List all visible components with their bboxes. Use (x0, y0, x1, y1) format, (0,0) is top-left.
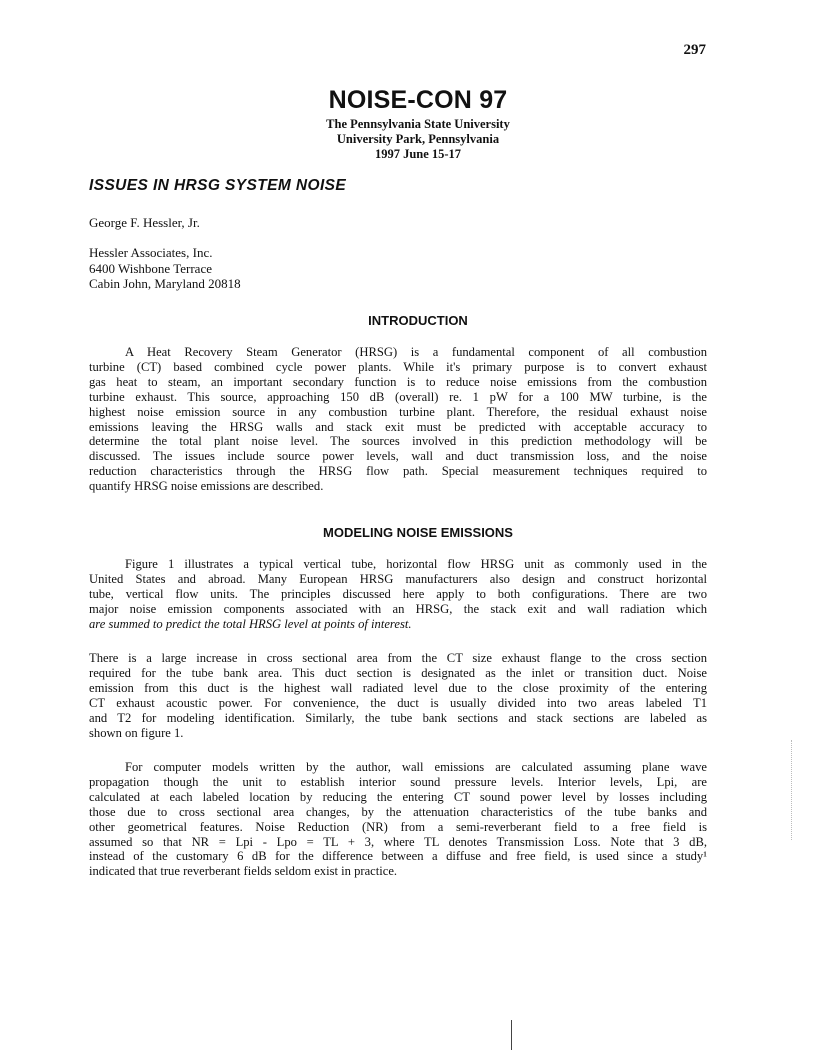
text-line: and T2 for modeling identification. Similarly, the tube bank sections and stack sections are labeled as (89, 710, 707, 725)
modeling-paragraph-2 (89, 651, 707, 740)
text-line: calculated at each labeled location by reducing the entering CT sound power level by losses including (89, 789, 707, 804)
modeling-paragraph-1 (89, 557, 707, 632)
text-line: turbine exhaust. This source, approaching 150 dB (overall) re. 1 pW for a 100 MW turbine, is the (89, 389, 707, 404)
author-name: George F. Hessler, Jr. (89, 215, 200, 230)
text-line: Figure 1 illustrates a typical vertical tube, horizontal flow HRSG unit as commonly used in the (125, 557, 707, 571)
affiliation-line: 6400 Wishbone Terrace (89, 260, 212, 276)
affiliation-line: Hessler Associates, Inc. (89, 245, 213, 260)
text-line: emission from this duct is the highest wall radiated level due to the close proximity of the entering (89, 680, 707, 695)
author-affiliation (89, 245, 241, 292)
text-line: gas heat to steam, an important secondary function is to reduce noise emissions from the combustion (89, 374, 707, 389)
conference-title: NOISE-CON 97 (328, 86, 508, 114)
text-line: indicated that true reverberant fields seldom exist in practice. (89, 864, 398, 879)
text-line: are summed to predict the total HRSG level at points of interest. (89, 616, 412, 631)
text-line: turbine (CT) based combined cycle power plants. While it's primary purpose is to convert exhaust (89, 359, 707, 374)
text-line: required for the tube bank area. This duct section is designated as the inlet or transition duct. Noise (89, 665, 707, 680)
text-line: emissions leaving the HRSG walls and stack exit must be predicted with acceptable accuracy to (89, 419, 707, 434)
text-line: reduction characteristics through the HRSG flow path. Special measurement techniques required to (89, 464, 707, 479)
text-line: propagation though the unit to establish interior sound pressure levels. Interior levels, Lpi, are (89, 774, 707, 789)
section-heading-introduction: INTRODUCTION (368, 313, 468, 328)
text-line: United States and abroad. Many European HRSG manufacturers also design and construct horizontal (89, 571, 707, 586)
text-line: For computer models written by the author, wall emissions are calculated assuming plane wave (125, 760, 707, 774)
text-line: tube, vertical flow units. The principles discussed here apply to both configurations. There are two (89, 586, 707, 601)
section-heading-modeling: MODELING NOISE EMISSIONS (323, 525, 513, 540)
conference-location: University Park, Pennsylvania (336, 132, 500, 146)
text-line: other geometrical features. Noise Reduction (NR) from a semi-reverberant field to a free field is (89, 819, 707, 834)
introduction-paragraph (89, 345, 707, 494)
text-line: instead of the customary 6 dB for the difference between a diffuse and free field, is used since a study¹ (89, 849, 707, 864)
text-line: those due to cross sectional area changes, by the attenuation characteristics of the tube banks and (89, 804, 707, 819)
text-line: shown on figure 1. (89, 725, 184, 740)
text-line: assumed so that NR = Lpi - Lpo = TL + 3, where TL denotes Transmission Loss. Note that 3 dB, (89, 834, 707, 849)
modeling-paragraph-3 (89, 760, 707, 879)
text-line: highest noise emission source in any combustion turbine plant. Therefore, the residual exhaust noise (89, 404, 707, 419)
conference-venue: The Pennsylvania State University (326, 117, 510, 131)
scan-artifact (791, 740, 793, 840)
paper-title: ISSUES IN HRSG SYSTEM NOISE (89, 177, 347, 194)
text-line: discussed. The issues include source power levels, wall and duct transmission loss, and the noise (89, 449, 707, 464)
conference-date: 1997 June 15-17 (374, 147, 462, 161)
text-line: quantify HRSG noise emissions are described. (89, 479, 324, 494)
text-line: determine the total plant noise level. The sources involved in this prediction methodology will be (89, 434, 707, 449)
text-line: CT exhaust acoustic power. For convenience, the duct is usually divided into two areas labeled T1 (89, 695, 707, 710)
text-line: major noise emission components associated with an HRSG, the stack exit and wall radiation which (89, 601, 707, 616)
text-line: There is a large increase in cross sectional area from the CT size exhaust flange to the cross section (89, 651, 707, 665)
affiliation-line: Cabin John, Maryland 20818 (89, 276, 241, 291)
scan-mark (511, 1020, 512, 1050)
page-number: 297 (683, 42, 706, 58)
text-line: A Heat Recovery Steam Generator (HRSG) is a fundamental component of all combustion (125, 345, 707, 359)
